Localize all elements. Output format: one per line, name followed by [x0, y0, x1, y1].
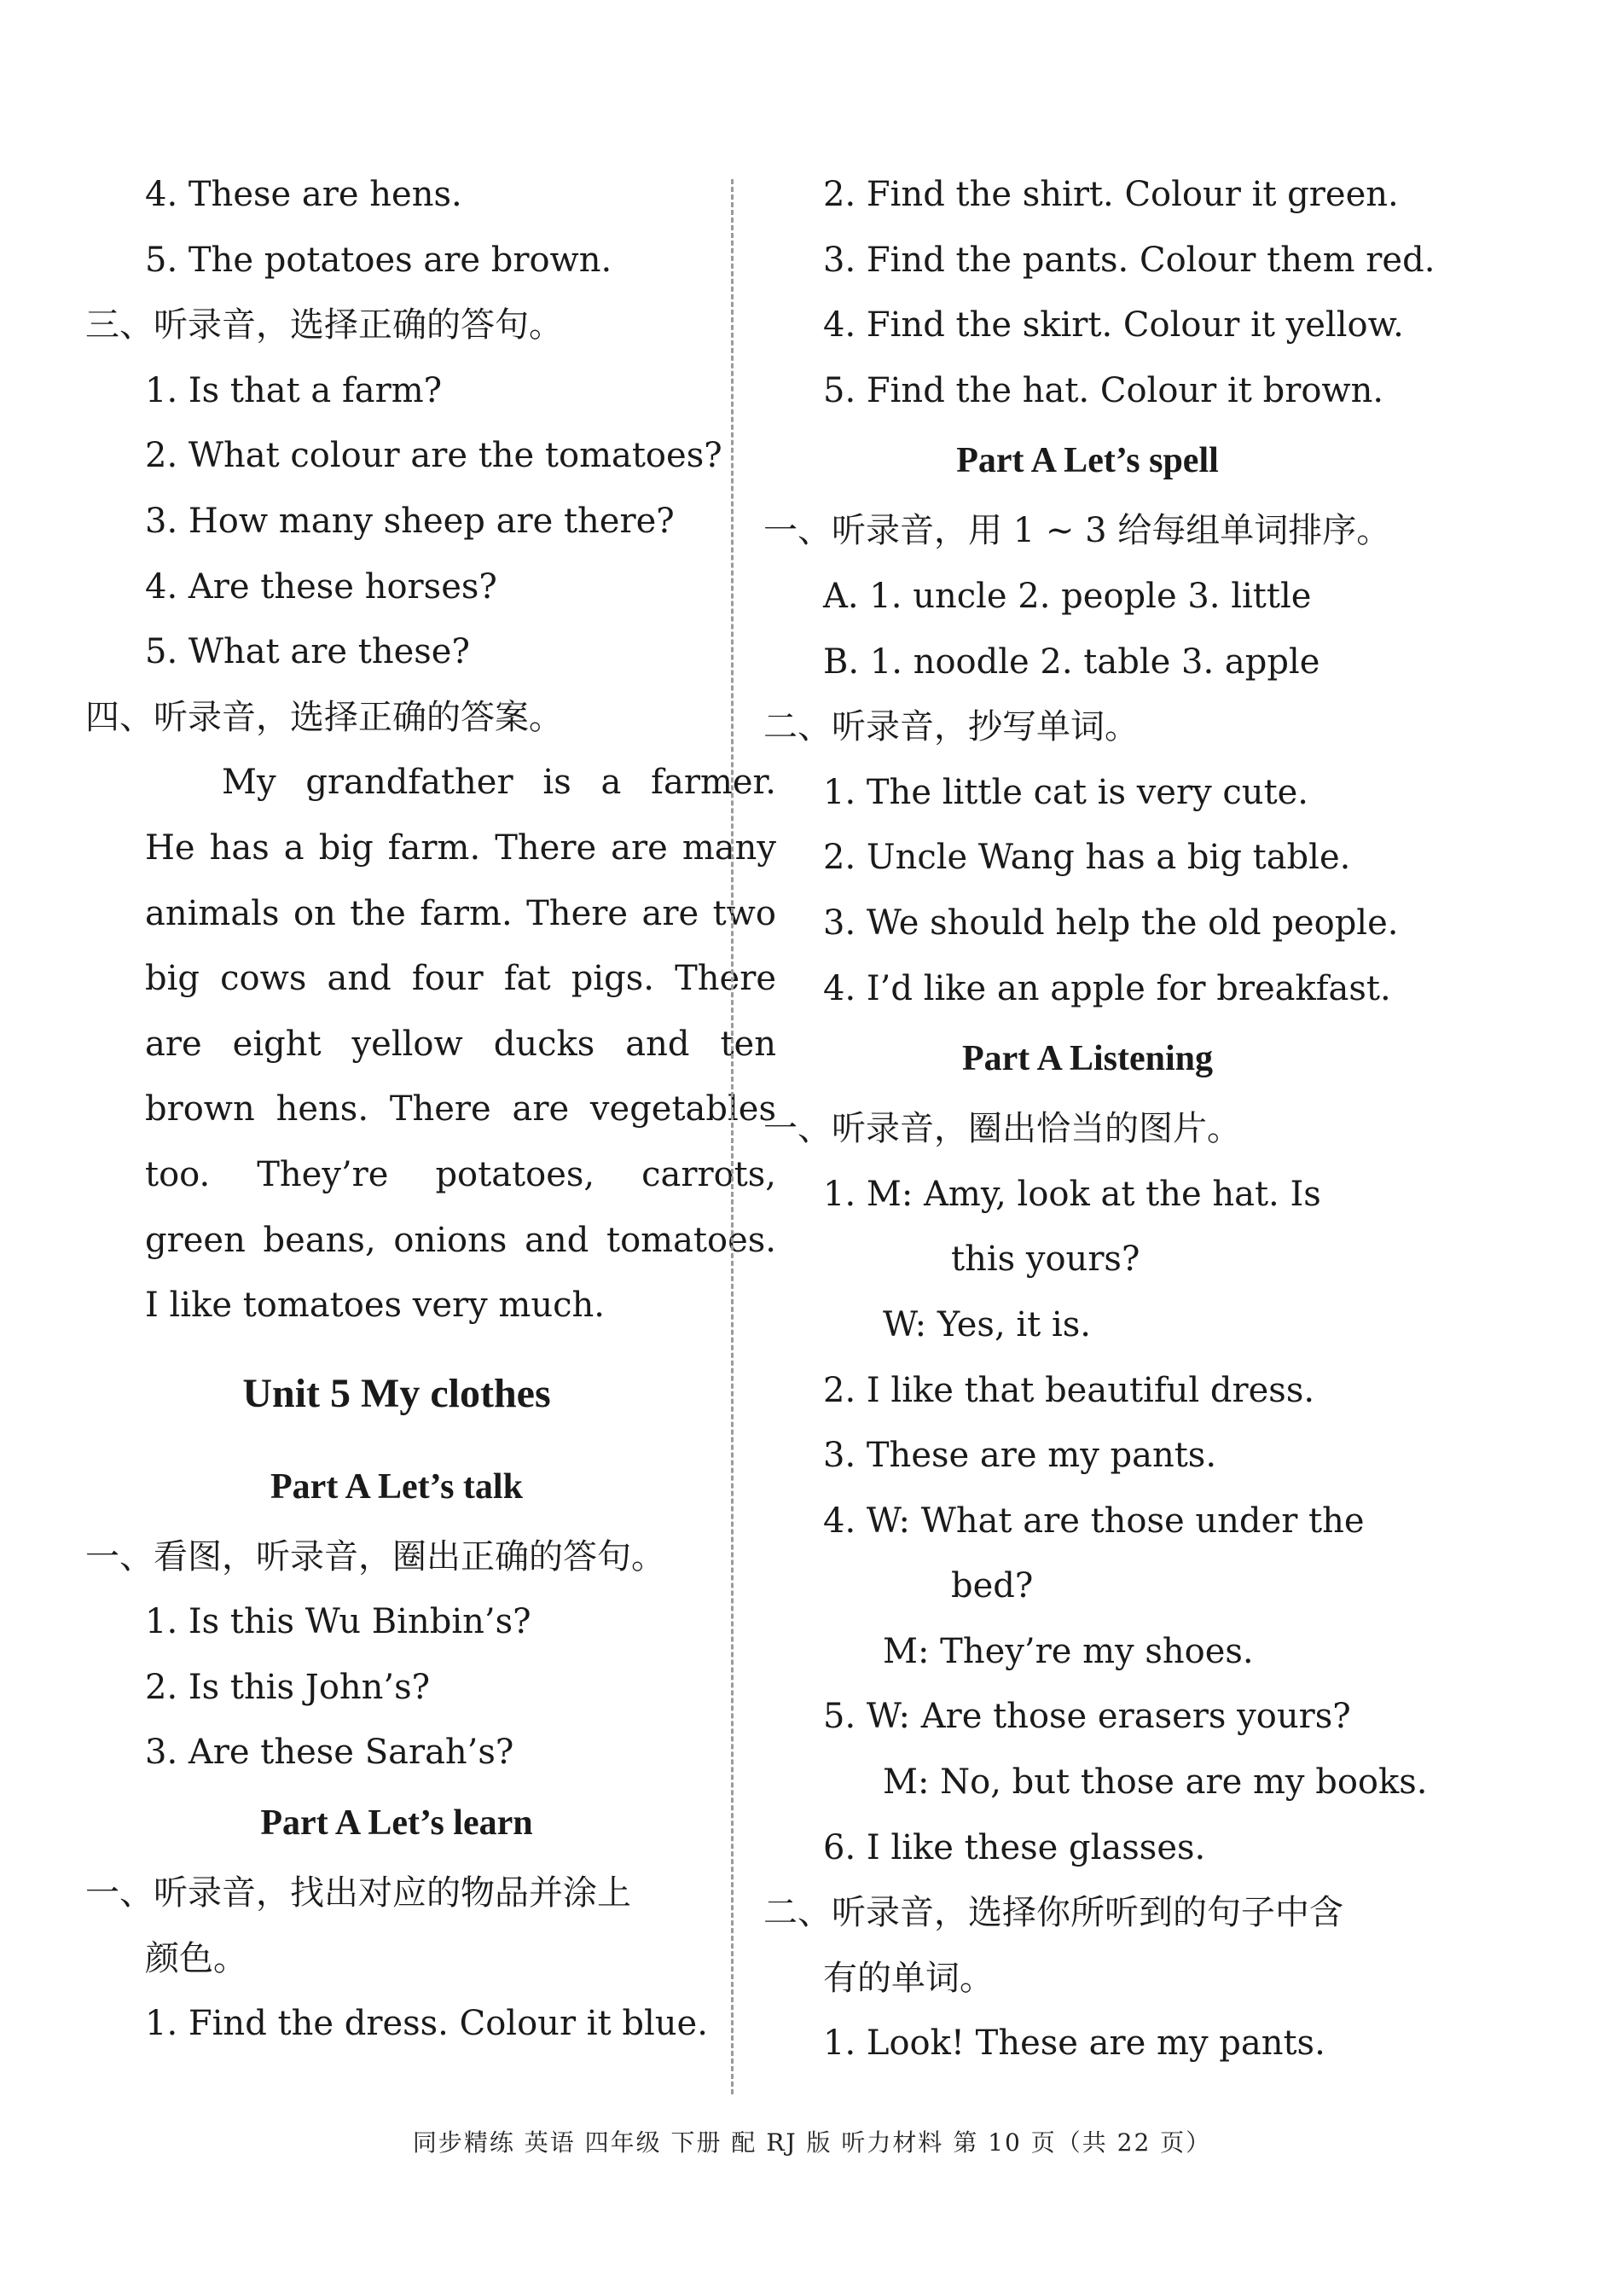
paragraph-line: I like tomatoes very much.	[145, 1286, 606, 1326]
list-item: 1. The little cat is very cute.	[823, 772, 1309, 812]
list-item: 2. Is this John’s?	[145, 1667, 431, 1707]
list-item: 1. Find the dress. Colour it blue.	[145, 2004, 708, 2044]
list-item: 5. What are these?	[145, 632, 470, 672]
paragraph-line: are eight yellow ducks and ten	[145, 1024, 776, 1064]
part-heading: Part A Let’s spell	[956, 441, 1219, 481]
list-item: 有的单词。	[823, 1958, 994, 1998]
list-item: 3. Are these Sarah’s?	[145, 1733, 514, 1773]
paragraph-line: big cows and four fat pigs. There	[145, 959, 776, 999]
part-heading: Part A Let’s talk	[270, 1466, 523, 1507]
section-heading: 一、看图，听录音，圈出正确的答句。	[85, 1536, 665, 1576]
list-item: 4. These are hens.	[145, 175, 462, 214]
left-column	[85, 162, 776, 2057]
list-item: B. 1. noodle 2. table 3. apple	[823, 642, 1320, 682]
section-heading: 一、听录音，找出对应的物品并涂上	[85, 1873, 631, 1913]
list-item: 1. Look! These are my pants.	[823, 2024, 1325, 2064]
dialogue-line: M: No, but those are my books.	[883, 1762, 1428, 1803]
section-heading: 一、听录音，用 1 ~ 3 给每组单词排序。	[763, 511, 1391, 551]
section-heading: 二、听录音，抄写单词。	[763, 707, 1139, 747]
paragraph-line: green beans, onions and tomatoes.	[145, 1220, 776, 1260]
list-item: 4. Find the skirt. Colour it yellow.	[823, 305, 1404, 345]
column-divider	[731, 179, 734, 2094]
list-item: 5. The potatoes are brown.	[145, 240, 612, 280]
part-heading: Part A Let’s learn	[260, 1803, 533, 1844]
list-item: 4. W: What are those under the	[823, 1501, 1365, 1541]
list-item: 3. How many sheep are there?	[145, 501, 675, 541]
list-item: 2. What colour are the tomatoes?	[145, 436, 722, 476]
list-item: 3. These are my pants.	[823, 1436, 1217, 1476]
list-item: 1. Is that a farm?	[145, 370, 443, 410]
list-item: 2. I like that beautiful dress.	[823, 1370, 1315, 1410]
list-item: 颜色。	[145, 1938, 247, 1978]
section-heading: 二、听录音，选择你所听到的句子中含	[763, 1893, 1343, 1933]
list-item: 2. Uncle Wang has a big table.	[823, 838, 1351, 878]
list-item: 3. Find the pants. Colour them red.	[823, 240, 1436, 280]
list-item: 5. Find the hat. Colour it brown.	[823, 370, 1384, 410]
list-item: 6. I like these glasses.	[823, 1827, 1206, 1867]
list-item: 5. W: Are those erasers yours?	[823, 1697, 1351, 1737]
list-item: A. 1. uncle 2. people 3. little	[823, 576, 1312, 616]
section-heading: 四、听录音，选择正确的答案。	[85, 697, 563, 737]
right-column	[763, 162, 1436, 2076]
section-heading: 一、听录音，圈出恰当的图片。	[763, 1109, 1241, 1149]
dialogue-line: W: Yes, it is.	[883, 1304, 1092, 1344]
list-item: 4. I’d like an apple for breakfast.	[823, 968, 1391, 1008]
part-heading: Part A Listening	[961, 1039, 1214, 1079]
paragraph-line: animals on the farm. There are two	[145, 893, 776, 933]
unit-title: Unit 5 My clothes	[242, 1370, 551, 1416]
continuation-line: this yours?	[951, 1240, 1140, 1280]
dialogue-line: M: They’re my shoes.	[883, 1631, 1254, 1671]
list-item: 2. Find the shirt. Colour it green.	[823, 175, 1399, 214]
page-footer: 同步精练 英语 四年级 下册 配 RJ 版 听力材料 第 10 页（共 22 页）	[412, 2128, 1212, 2157]
continuation-line: bed?	[951, 1566, 1034, 1606]
paragraph-line: too. They’re potatoes, carrots,	[145, 1154, 776, 1194]
list-item: 1. M: Amy, look at the hat. Is	[823, 1174, 1321, 1214]
list-item: 4. Are these horses?	[145, 566, 497, 607]
paragraph-line: brown hens. There are vegetables	[145, 1089, 776, 1129]
section-heading: 三、听录音，选择正确的答句。	[85, 305, 563, 345]
paragraph-line: My grandfather is a farmer.	[222, 763, 776, 803]
paragraph-line: He has a big farm. There are many	[145, 827, 776, 868]
list-item: 3. We should help the old people.	[823, 903, 1399, 943]
list-item: 1. Is this Wu Binbin’s?	[145, 1602, 531, 1642]
